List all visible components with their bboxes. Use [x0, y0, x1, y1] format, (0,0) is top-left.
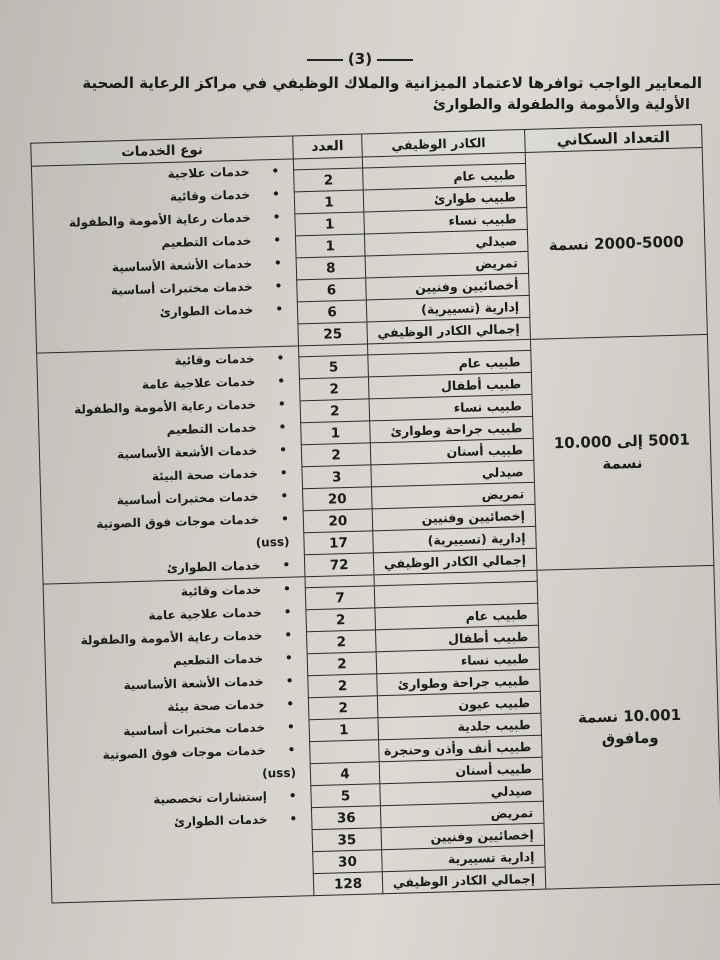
article-number	[280, 50, 440, 68]
staff-count-cell: 2	[307, 630, 377, 654]
staff-role-cell: طبيب نساء	[376, 647, 540, 674]
staff-count-cell: 6	[297, 278, 367, 302]
service-item: • خدمات رعاية الأمومة والطفولة	[38, 393, 286, 423]
staff-role-cell: صيدلي	[364, 229, 528, 256]
staff-count-cell: 72	[304, 553, 374, 577]
staff-count-cell: 35	[312, 828, 382, 852]
staff-role-cell: إدارية (تسييرية)	[373, 526, 537, 553]
service-item: (uss)	[255, 534, 290, 550]
service-item: • خدمات التطعيم	[46, 647, 294, 677]
staff-count-cell: 3	[302, 465, 372, 489]
service-item: • خدمات الأشعة الأساسية	[35, 252, 283, 282]
staff-count-cell: 20	[303, 487, 373, 511]
staff-count-cell: 1	[295, 234, 365, 258]
services-list	[44, 578, 298, 838]
header-population: التعداد السكاني	[525, 125, 703, 153]
staff-count-cell: 17	[304, 531, 374, 555]
staff-role-cell: أخصائيين وفنيين	[366, 273, 530, 300]
staff-count-cell: 1	[301, 421, 371, 445]
services-list	[37, 347, 290, 584]
staff-count-cell: 2	[294, 168, 364, 192]
staff-count-cell: 4	[310, 762, 380, 786]
staff-role-cell: صيدلي	[380, 779, 544, 806]
staff-role-cell: إجمالي الكادر الوظيفي	[373, 548, 537, 575]
staff-role-cell: طبيب عام	[375, 603, 539, 630]
article-number-text: (3)	[347, 50, 373, 68]
service-item: (uss)	[261, 765, 297, 781]
staff-count-cell: 8	[296, 256, 366, 280]
staff-count-cell: 5	[299, 355, 369, 379]
service-item: • خدمات صحة بيئة	[47, 693, 295, 723]
header-count: العدد	[293, 134, 363, 159]
staff-count-cell: 7	[305, 586, 375, 610]
staff-role-cell: طبيب أسنان	[379, 757, 543, 784]
service-item: • خدمات الأشعة الأساسية	[46, 670, 294, 700]
staff-role-cell: طبيب نساء	[364, 207, 528, 234]
staff-role-cell: طبيب أطفال	[368, 372, 532, 399]
staff-role-cell: تمريض	[365, 251, 529, 278]
staff-role-cell: إخصائيين وفنيين	[381, 823, 545, 850]
staff-count-cell: 6	[297, 300, 367, 324]
service-item: • إستشارات تخصصية	[49, 785, 297, 815]
staff-count-cell: 25	[298, 322, 368, 346]
staff-count-cell: 2	[307, 652, 377, 676]
staff-role-cell: طبيب أسنان	[370, 438, 534, 465]
staff-count-cell: 2	[300, 399, 370, 423]
services-list	[32, 160, 283, 328]
service-item: • خدمات موجات فوق الصوتية	[48, 739, 296, 769]
staff-count-cell: 2	[301, 443, 371, 467]
staff-role-cell: طبيب أنف وأذن وحنجرة	[379, 735, 543, 762]
staff-count-cell: 36	[311, 806, 381, 830]
staff-role-cell: إجمالي الكادر الوظيفي	[367, 317, 531, 344]
services-cell	[37, 346, 305, 584]
staff-count-cell: 2	[299, 377, 369, 401]
service-item: • خدمات علاجية	[32, 160, 280, 190]
staff-count-cell: 1	[294, 190, 364, 214]
staff-count-cell: 2	[308, 696, 378, 720]
service-item: • خدمات مختبرات أساسية	[47, 716, 295, 746]
staff-role-cell: طبيب طوارئ	[363, 185, 527, 212]
staff-count-cell: 2	[308, 674, 378, 698]
population-cell: 5001 إلى 10.000 نسمة	[530, 334, 713, 570]
service-item: • خدمات الأشعة الأساسية	[40, 439, 288, 469]
population-cell: 2000-5000 نسمة	[525, 148, 707, 340]
population-cell: 10.001 نسمة ومافوق	[537, 565, 720, 889]
service-item: • خدمات وقائية	[37, 347, 285, 377]
heading-line-2: الأولية والأمومة والطفولة والطوارئ	[432, 97, 690, 113]
service-item: • خدمات التطعيم	[34, 229, 282, 259]
staff-count-cell: 1	[309, 718, 379, 742]
staff-count-cell: 20	[303, 509, 373, 533]
staff-count-cell: 128	[313, 872, 383, 896]
services-cell	[31, 159, 298, 353]
service-item: • خدمات صحة البيئة	[40, 462, 288, 492]
staff-count-cell: 2	[306, 608, 376, 632]
service-item: • خدمات الطوارئ	[50, 808, 298, 838]
staff-role-cell: صيدلي	[371, 460, 535, 487]
staff-role-cell: طبيب عام	[368, 350, 532, 377]
service-item: • خدمات علاجية عامة	[38, 370, 286, 400]
staff-role-cell: طبيب أطفال	[375, 625, 539, 652]
staff-role-cell: تمريض	[380, 801, 544, 828]
staff-role-cell: طبيب جراحة وطوارئ	[377, 669, 541, 696]
staff-role-cell: طبيب عيون	[377, 691, 541, 718]
staff-count-cell: 30	[313, 850, 383, 874]
service-item: • خدمات رعاية الأمومة والطفولة	[45, 624, 293, 654]
staff-count-cell: 1	[295, 212, 365, 236]
staff-role-cell: طبيب عام	[363, 163, 527, 190]
staffing-table	[30, 124, 720, 903]
service-item: • خدمات مختبرات أساسية	[41, 485, 289, 515]
staff-role-cell: إدارية تسييرية	[382, 845, 546, 872]
service-item: • خدمات علاجية عامة	[44, 601, 292, 631]
staff-role-cell: إخصائيين وفنيين	[372, 504, 536, 531]
service-item: • خدمات الطوارئ	[36, 298, 284, 328]
staff-role-cell: إدارية (تسييرية)	[366, 295, 530, 322]
header-services: نوع الخدمات	[31, 136, 294, 166]
staff-role-cell: إجمالي الكادر الوظيفي	[382, 867, 546, 894]
heading-line-1: المعايير الواجب توافرها لاعتماد الميزانية والملاك الوظيفي في مراكز الرعاية الصحية	[82, 74, 702, 92]
staff-role-cell: طبيب نساء	[369, 394, 533, 421]
header-staff: الكادر الوظيفي	[362, 129, 526, 157]
staff-count-cell: 5	[311, 784, 381, 808]
staff-role-cell: تمريض	[372, 482, 536, 509]
service-item: • خدمات وقائية	[44, 578, 292, 608]
service-item: • خدمات رعاية الأمومة والطفولة	[33, 206, 281, 236]
service-item: • خدمات وقائية	[33, 183, 281, 213]
service-item: • خدمات الطوارئ	[43, 554, 291, 584]
service-item: • خدمات التطعيم	[39, 416, 287, 446]
service-item: • خدمات موجات فوق الصوتية	[42, 508, 290, 538]
service-item: • خدمات مختبرات أساسية	[35, 275, 283, 305]
staff-role-cell: طبيب جلدية	[378, 713, 542, 740]
staff-count-cell	[310, 740, 380, 764]
services-cell	[43, 577, 314, 903]
staff-role-cell: طبيب جراحة وطوارئ	[370, 416, 534, 443]
